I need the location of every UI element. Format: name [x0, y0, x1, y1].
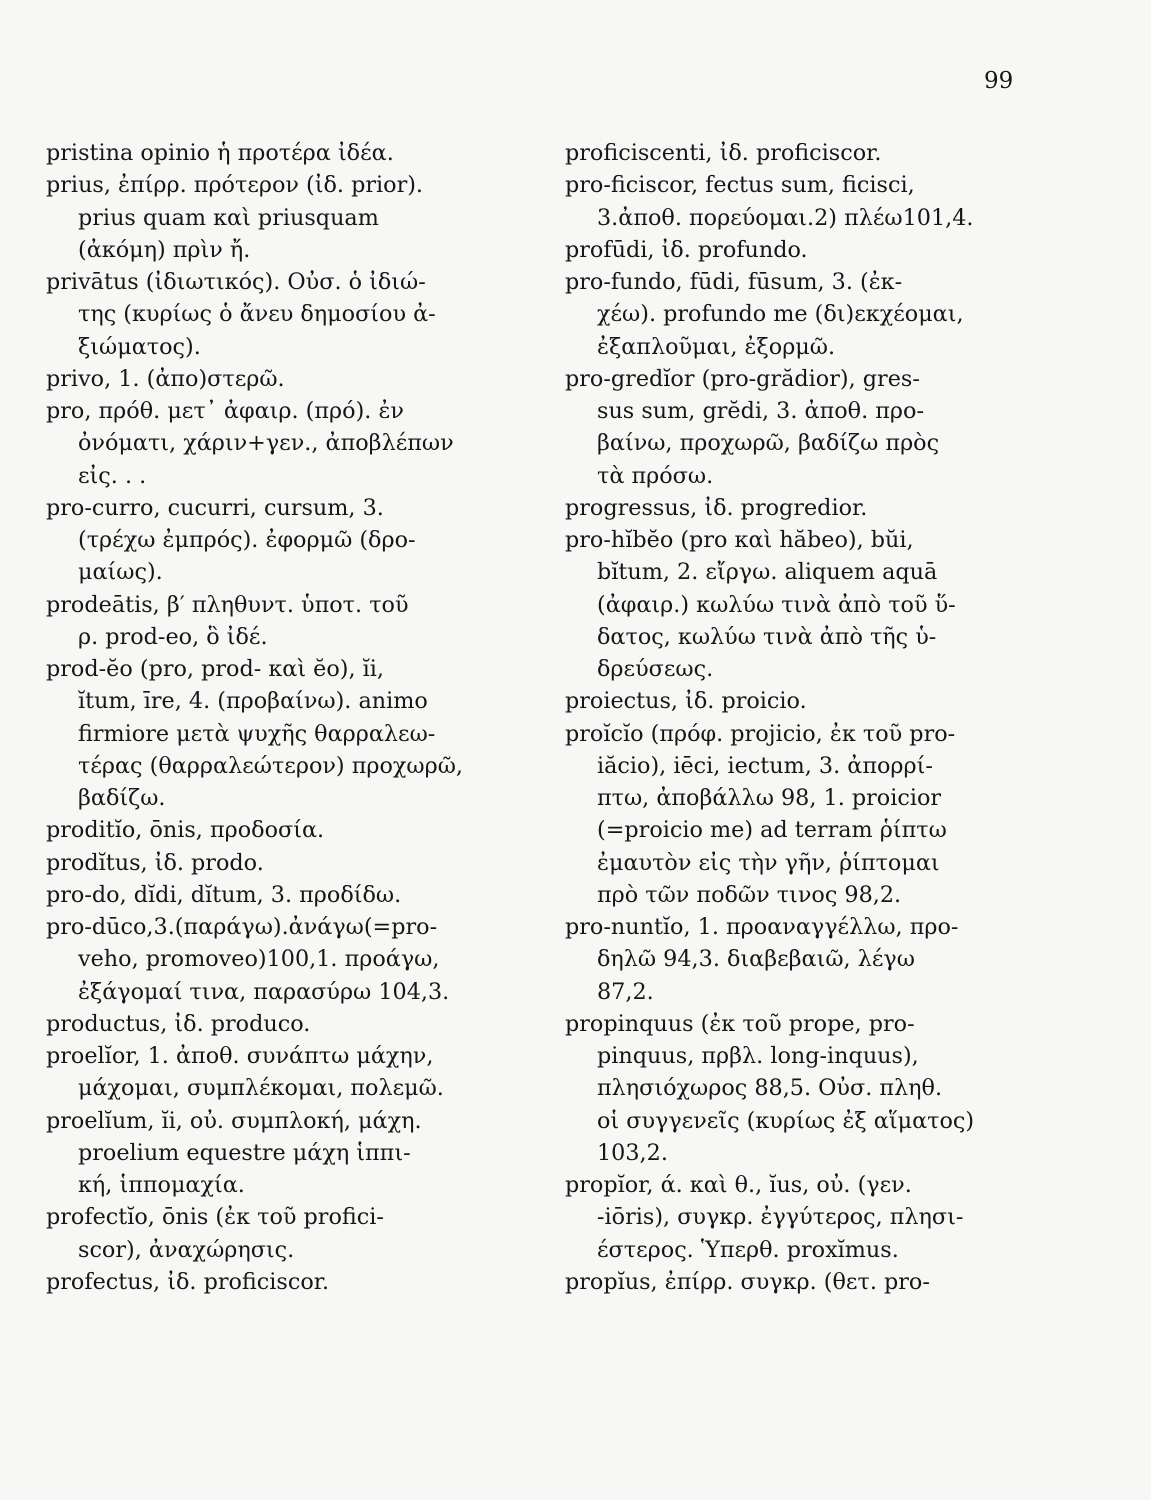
entry-headword-line: pro-do, dĭdi, dĭtum, 3. προδίδω.	[46, 881, 402, 908]
entry-continuation-line: πρὸ τῶν ποδῶν τινος 98,2.	[597, 881, 902, 908]
entry-continuation-line: κή, ἱππομαχία.	[78, 1172, 245, 1198]
entry-continuation-line: βαδίζω.	[78, 785, 166, 811]
entry-continuation-line: πλησιόχωρος 88,5. Οὐσ. πληθ.	[597, 1075, 943, 1102]
entry-continuation-line: της (κυρίως ὁ ἄνευ δημοσίου ἀ-	[78, 301, 436, 328]
entry-headword-line: prodĭtus, ἰδ. prodo.	[46, 849, 264, 876]
page-number: 99	[984, 68, 1014, 94]
entry-headword-line: pro-curro, cucurri, cursum, 3.	[46, 494, 384, 521]
left-column	[46, 137, 546, 1298]
entry-continuation-line: έστερος. Ὑπερθ. proxĭmus.	[597, 1236, 899, 1263]
entry-headword-line: pro-nuntĭo, 1. προαναγγέλλω, προ-	[565, 914, 959, 940]
entry-headword-line: proditĭo, ōnis, προδοσία.	[46, 817, 325, 844]
entry-continuation-line: pinquus, πρβλ. long-inquus),	[597, 1043, 919, 1069]
entry-continuation-line: ἐξαπλοῦμαι, ἐξορμῶ.	[597, 333, 836, 360]
entry-headword-line: privo, 1. (ἀπο)στερῶ.	[46, 365, 285, 392]
entry-continuation-line: ὀνόματι, χάριν+γεν., ἀποβλέπων	[78, 430, 454, 457]
entry-headword-line: progressus, ἰδ. progredior.	[565, 494, 868, 521]
entry-headword-line: productus, ἰδ. produco.	[46, 1010, 311, 1037]
entry-headword-line: proiectus, ἰδ. proicio.	[565, 688, 807, 715]
entry-headword-line: propinquus (ἐκ τοῦ prope, pro-	[565, 1010, 915, 1037]
entry-continuation-line: (=proicio me) ad terram ῥίπτω	[597, 817, 947, 844]
entry-continuation-line: ἐμαυτὸν εἰς τὴν γῆν, ῥίπτομαι	[597, 849, 940, 876]
entry-continuation-line: 3.ἀποθ. πορεύομαι.2) πλέω101,4.	[597, 204, 974, 231]
entry-continuation-line: τέρας (θαρραλεώτερον) προχωρῶ,	[78, 752, 463, 779]
entry-continuation-line: πτω, ἀποβάλλω 98, 1. proicior	[597, 785, 942, 811]
entry-continuation-line: μαίως).	[78, 559, 163, 586]
entry-continuation-line: οἱ συγγενεῖς (κυρίως ἐξ αἵματος)	[597, 1107, 975, 1134]
entry-headword-line: pro-dūco,3.(παράγω).ἀνάγω(=pro-	[46, 914, 438, 940]
entry-continuation-line: δατος, κωλύω τινὰ ἀπὸ τῆς ὑ-	[597, 623, 937, 650]
entry-headword-line: pristina opinio ἡ προτέρα ἰδέα.	[46, 140, 394, 166]
entry-continuation-line: (ἀφαιρ.) κωλύω τινὰ ἀπὸ τοῦ ὕ-	[597, 591, 956, 618]
entry-continuation-line: μάχομαι, συμπλέκομαι, πολεμῶ.	[78, 1075, 444, 1102]
entry-headword-line: privātus (ἰδιωτικός). Οὐσ. ὁ ἰδιώ-	[46, 269, 426, 295]
entry-continuation-line: bĭtum, 2. εἴργω. aliquem aquā	[597, 559, 938, 586]
entry-headword-line: proelĭor, 1. ἀποθ. συνάπτω μάχην,	[46, 1043, 434, 1069]
entry-headword-line: prius, ἐπίρρ. πρότερον (ἰδ. prior).	[46, 172, 424, 199]
entry-headword-line: proelĭum, ĭi, οὐ. συμπλοκή, μάχη.	[46, 1107, 422, 1134]
entry-continuation-line: ĭtum, īre, 4. (προβαίνω). animo	[78, 688, 428, 715]
entry-continuation-line: 87,2.	[597, 978, 654, 1005]
entry-continuation-line: (ἀκόμη) πρὶν ἤ.	[78, 236, 251, 263]
entry-continuation-line: ρ. prod-eo, ὃ ἰδέ.	[78, 623, 268, 650]
entry-headword-line: pro, πρόθ. μετ᾿ ἀφαιρ. (πρό). ἐν	[46, 398, 404, 424]
entry-continuation-line: εἰς. . .	[78, 462, 147, 489]
entry-continuation-line: iăcio), iēci, iectum, 3. ἀπορρί-	[597, 752, 933, 779]
entry-headword-line: pro-ficiscor, fectus sum, ficisci,	[565, 172, 915, 199]
entry-continuation-line: (τρέχω ἐμπρός). ἐφορμῶ (δρο-	[78, 527, 416, 553]
entry-continuation-line: veho, promoveo)100,1. προάγω,	[78, 946, 440, 973]
entry-continuation-line: βαίνω, προχωρῶ, βαδίζω πρὸς	[597, 430, 940, 457]
entry-continuation-line: δρεύσεως.	[597, 656, 714, 682]
entry-continuation-line: χέω). profundo me (δι)εκχέομαι,	[597, 301, 964, 328]
entry-continuation-line: δηλῶ 94,3. διαβεβαιῶ, λέγω	[597, 946, 915, 973]
entry-headword-line: pro-gredĭor (pro-grădior), gres-	[565, 365, 920, 392]
entry-continuation-line: τὰ πρόσω.	[597, 462, 714, 489]
right-column	[565, 137, 1125, 1298]
entry-headword-line: proĭcĭo (πρόφ. projicio, ἐκ τοῦ pro-	[565, 720, 956, 747]
entry-continuation-line: 103,2.	[597, 1139, 668, 1166]
entry-headword-line: prodeātis, β′ πληθυντ. ὑποτ. τοῦ	[46, 591, 409, 618]
entry-continuation-line: proelium equestre μάχη ἱππι-	[78, 1139, 411, 1166]
entry-headword-line: pro-fundo, fūdi, fūsum, 3. (ἐκ-	[565, 269, 903, 295]
entry-headword-line: profūdi, ἰδ. profundo.	[565, 236, 808, 263]
entry-continuation-line: -iōris), συγκρ. ἐγγύτερος, πλησι-	[597, 1204, 964, 1231]
entry-continuation-line: ἐξάγομαί τινα, παρασύρω 104,3.	[78, 978, 450, 1005]
entry-continuation-line: firmiore μετὰ ψυχῆς θαρραλεω-	[78, 720, 436, 747]
entry-continuation-line: sus sum, grĕdi, 3. ἀποθ. προ-	[597, 398, 924, 424]
entry-headword-line: proficiscenti, ἰδ. proficiscor.	[565, 140, 882, 166]
entry-headword-line: pro-hĭbĕo (pro καὶ hăbeo), bŭi,	[565, 527, 914, 553]
entry-headword-line: prod-ĕo (pro, prod- καὶ ĕo), ĭi,	[46, 656, 385, 682]
entry-headword-line: propĭus, ἐπίρρ. συγκρ. (θετ. pro-	[565, 1268, 930, 1295]
entry-continuation-line: prius quam καὶ priusquam	[78, 204, 379, 231]
entry-headword-line: profectus, ἰδ. proficiscor.	[46, 1268, 330, 1295]
entry-continuation-line: scor), ἀναχώρησις.	[78, 1236, 295, 1263]
entry-headword-line: profectĭo, ōnis (ἐκ τοῦ profici-	[46, 1204, 384, 1231]
entry-headword-line: propĭor, ά. καὶ θ., ĭus, οὐ. (γεν.	[565, 1172, 912, 1198]
entry-continuation-line: ξιώματος).	[78, 333, 201, 360]
